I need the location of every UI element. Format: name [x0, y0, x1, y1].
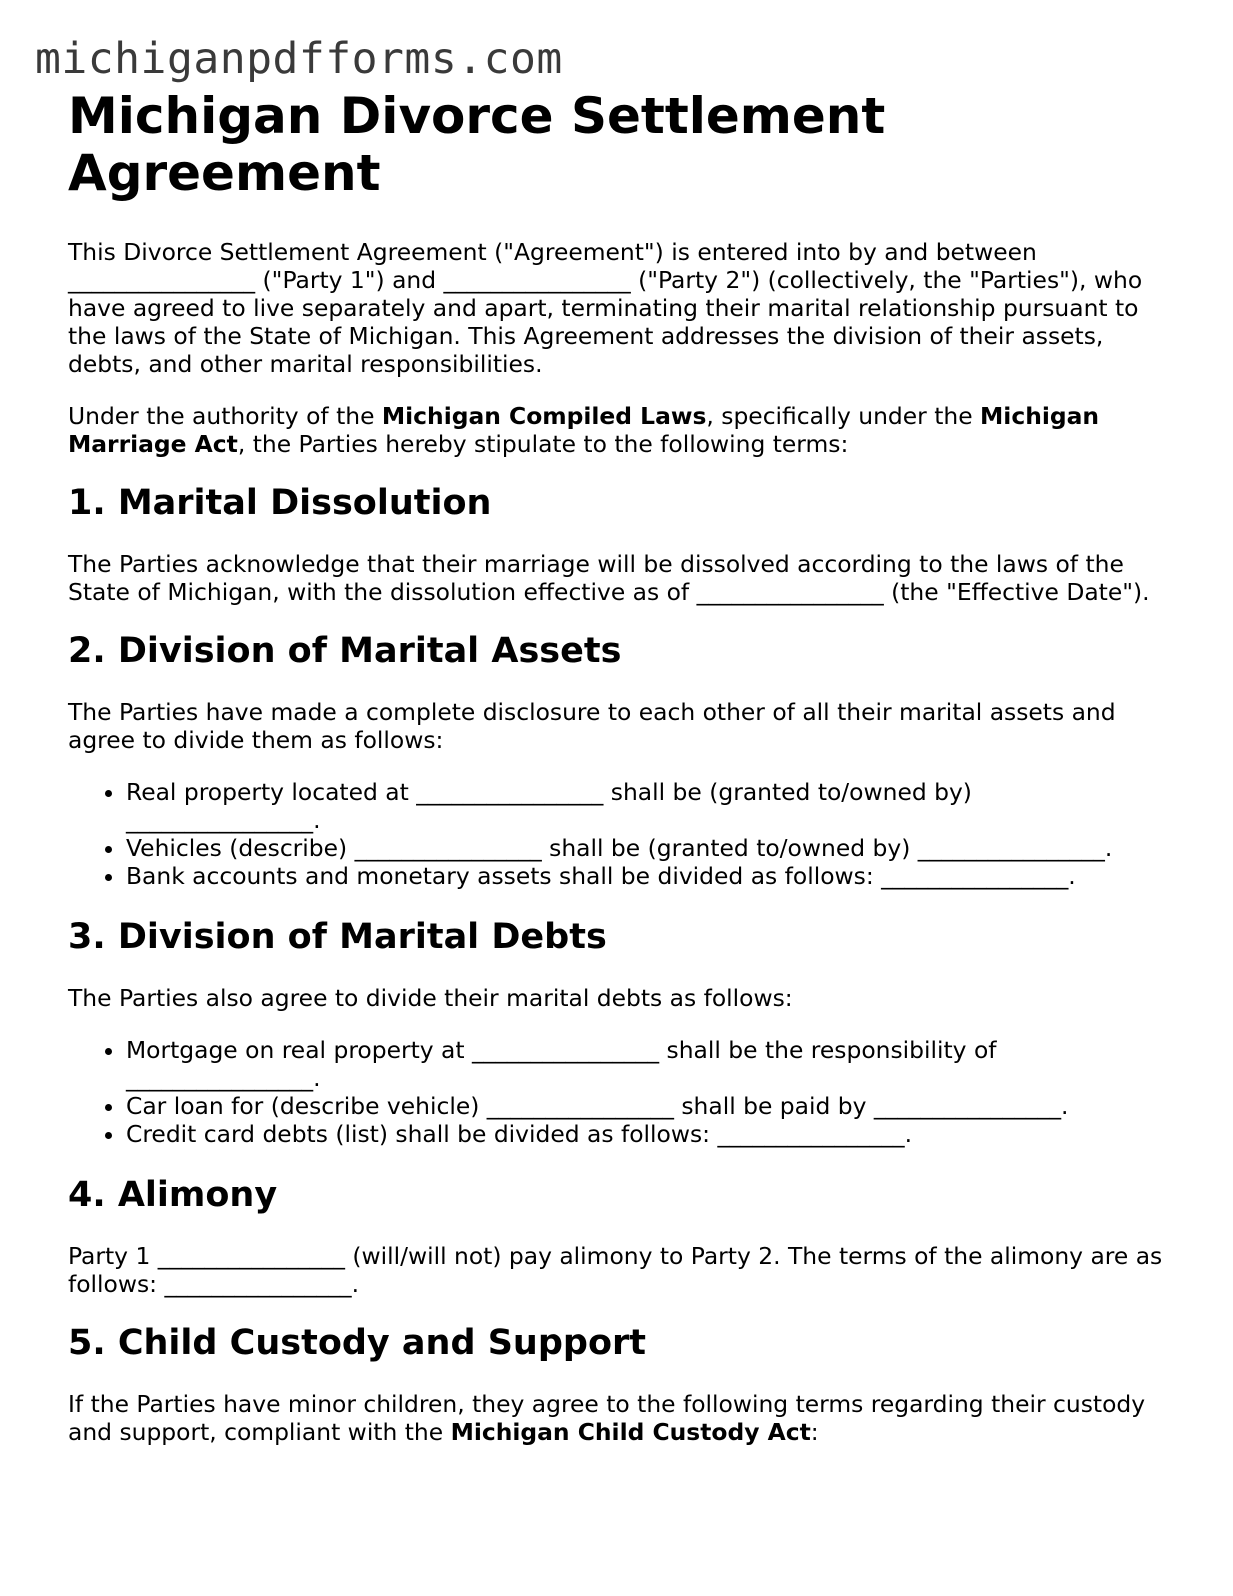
list-item: • Real property located at ________________ shall be (granted to/owned by) ________________.: [126, 778, 1168, 834]
assets-list: [68, 778, 1168, 890]
section-child-custody: [68, 1322, 1168, 1446]
michigan-compiled-laws: Michigan Compiled Laws: [381, 402, 707, 430]
document-body: [68, 88, 1168, 1470]
michigan-marriage-act: Michigan Marriage Act: [68, 402, 1100, 458]
section-text: Party 1 ________________ (will/will not) pay alimony to Party 2. The terms of the alimony are as follows: ________________.: [68, 1242, 1163, 1298]
section-text: The Parties acknowledge that their marriage will be dissolved according to the laws of the State of Michigan, with the dissolution effective as of ________________ (the "Effective Date").: [68, 550, 1150, 606]
list-item: • Bank accounts and monetary assets shall be divided as follows: ________________.: [126, 862, 1168, 890]
michigan-child-custody-act: Michigan Child Custody Act: [450, 1418, 811, 1446]
section-heading: 2. Division of Marital Assets: [68, 631, 622, 671]
list-item: • Mortgage on real property at ________________ shall be the responsibility of ________________.: [126, 1036, 1168, 1092]
watermark: michiganpdfforms.com: [35, 34, 563, 84]
section-marital-dissolution: [68, 482, 1168, 606]
authority-paragraph: Under the authority of the Michigan Compiled Laws, specifically under the Michigan Marriage Act, the Parties hereby stipulate to the following terms:: [68, 402, 1100, 458]
section-alimony: [68, 1174, 1168, 1298]
section-text: If the Parties have minor children, they agree to the following terms regarding their custody and support, compliant with the Michigan Child Custody Act:: [68, 1390, 1146, 1446]
section-marital-debts: [68, 916, 1168, 1148]
list-item: • Vehicles (describe) ________________ shall be (granted to/owned by) ________________.: [126, 834, 1168, 862]
list-item: • Car loan for (describe vehicle) ________________ shall be paid by ________________.: [126, 1092, 1168, 1120]
section-heading: 3. Division of Marital Debts: [68, 917, 607, 957]
section-heading: 4. Alimony: [68, 1175, 278, 1215]
section-text: The Parties have made a complete disclosure to each other of all their marital assets and agree to divide them as follows:: [68, 698, 1116, 754]
document-title: Michigan Divorce Settlement Agreement: [68, 87, 886, 202]
debts-list: [68, 1036, 1168, 1148]
section-marital-assets: [68, 630, 1168, 890]
section-text: The Parties also agree to divide their marital debts as follows:: [68, 984, 793, 1012]
section-heading: 5. Child Custody and Support: [68, 1323, 646, 1363]
section-heading: 1. Marital Dissolution: [68, 483, 492, 523]
list-item: • Credit card debts (list) shall be divided as follows: ________________.: [126, 1120, 1168, 1148]
intro-paragraph: This Divorce Settlement Agreement ("Agreement") is entered into by and between ________________ ("Party 1") and ________________ ("Party 2") (collectively, the "Parties"), who have agreed to live separately and apart, terminating their marital relationship pursuant to the laws of the State of Michigan. This Agreement addresses the division of their assets, debts, and other marital responsibilities.: [68, 238, 1143, 378]
